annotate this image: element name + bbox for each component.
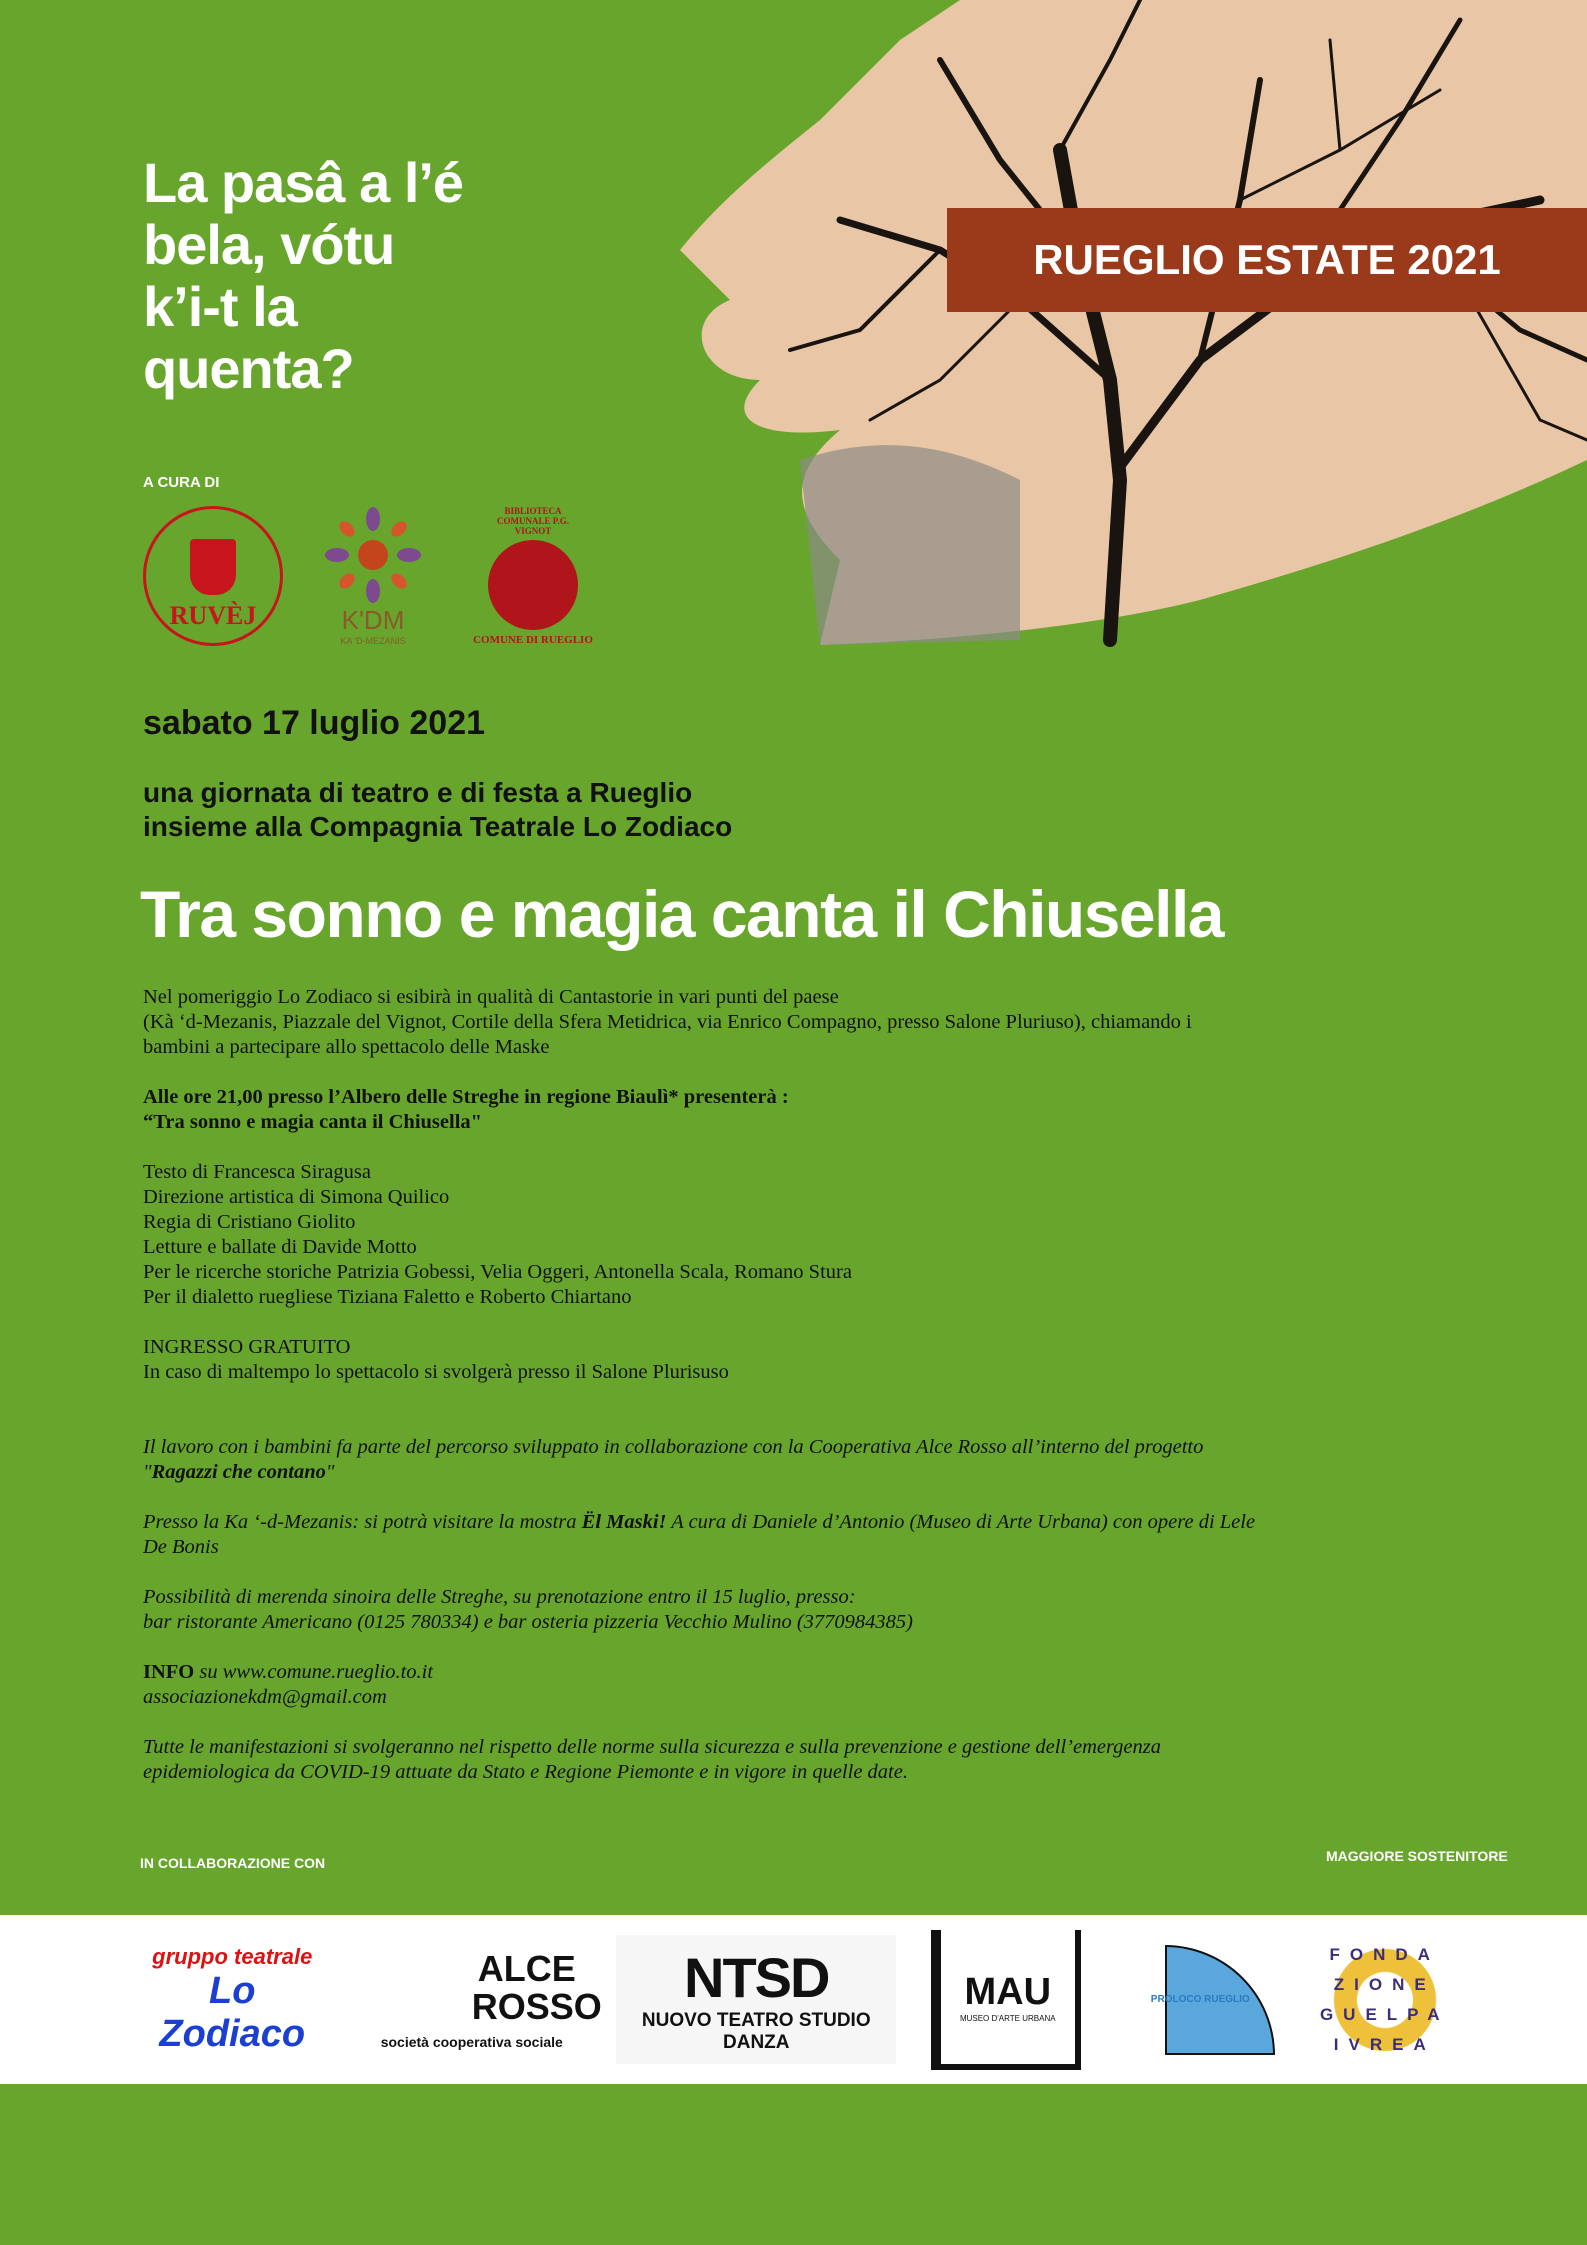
credits: [143, 1160, 1443, 1310]
text-line: Tutte le manifestazioni si svolgeranno nel rispetto delle norme sulla sicurezza e sulla prevenzione e gestione dell’emergenza: [143, 1736, 1162, 1758]
event-title: Tra sonno e magia canta il Chiusella: [140, 877, 1224, 951]
event-description: [143, 985, 1443, 1810]
logo-text: BIBLIOTECA COMUNALE P.G. VIGNOT: [497, 505, 569, 536]
fondazione-guelpa-logo: [1320, 1935, 1450, 2065]
credit-line: Regia di Cristiano Giolito: [143, 1211, 356, 1233]
text: A cura di Daniele d’Antonio (Museo di Arte Urbana) con opere di Lele: [666, 1511, 1256, 1533]
event-subtitle: [143, 776, 732, 844]
organizer-logos: [143, 505, 603, 646]
logo-text: ALCE ROSSO: [471, 1947, 602, 2027]
snack-paragraph: [143, 1585, 1443, 1635]
credit-line: Letture e ballate di Davide Motto: [143, 1236, 417, 1258]
text-line: bar ristorante Americano (0125 780334) e bar osteria pizzeria Vecchio Mulino (3770984385): [143, 1611, 914, 1633]
website-link[interactable]: su www.comune.rueglio.to.it: [194, 1661, 434, 1683]
biblioteca-logo: [463, 506, 603, 646]
info-paragraph: [143, 1660, 1443, 1710]
headline-line: k’i-t la: [143, 275, 297, 338]
banner-text: RUEGLIO ESTATE 2021: [1033, 236, 1501, 283]
credit-line: Per le ricerche storiche Patrizia Gobessi, Velia Oggeri, Antonella Scala, Romano Stura: [143, 1261, 852, 1283]
text-line: (Kà ‘d-Mezanis, Piazzale del Vignot, Cortile della Sfera Metidrica, via Enrico Compagno, presso Salone Pluriuso), chiamando i: [143, 1011, 1192, 1033]
kdm-logo: [313, 505, 433, 646]
flower-icon: [318, 505, 428, 605]
ntsd-logo: [616, 1935, 896, 2064]
subtitle-line: insieme alla Compagnia Teatrale Lo Zodiaco: [143, 811, 733, 842]
ruvej-logo: [143, 506, 283, 646]
logo-text: RUVÈJ: [169, 600, 257, 630]
logo-text: Lo Zodiaco: [159, 1969, 306, 2055]
text-line: Nel pomeriggio Lo Zodiaco si esibirà in qualità di Cantastorie in vari punti del paese: [143, 986, 839, 1008]
credit-line: Testo di Francesca Siragusa: [143, 1161, 371, 1183]
mau-logo: [931, 1930, 1081, 2070]
logo-text: società cooperativa sociale: [380, 2033, 563, 2050]
logo-text: PROLOCO RUEGLIO: [1150, 1994, 1250, 2005]
credit-line: Direzione artistica di Simona Quilico: [143, 1186, 450, 1208]
exhibition-paragraph: [143, 1510, 1443, 1560]
entry-info: [143, 1335, 1443, 1385]
text-line: bambini a partecipare allo spettacolo delle Maske: [143, 1036, 550, 1058]
partner-logos: [0, 1915, 1587, 2084]
text-line: De Bonis: [143, 1536, 219, 1558]
text-line: In caso di maltempo lo spettacolo si svolgerà presso il Salone Plurisuso: [143, 1361, 729, 1383]
text-line: INGRESSO GRATUITO: [143, 1336, 351, 1358]
exhibition-name: Ël Maski!: [581, 1511, 667, 1533]
headline: [143, 152, 463, 400]
text-line: “Tra sonno e magia canta il Chiusella": [143, 1111, 483, 1133]
project-name: Ragazzi che contano: [151, 1461, 326, 1483]
quote: ": [143, 1461, 152, 1483]
headline-line: La pasâ a l’é: [143, 151, 464, 214]
tree-photo: [640, 0, 1587, 650]
headline-line: bela, vótu: [143, 213, 395, 276]
logo-text: MAU: [964, 1970, 1052, 2013]
logo-text: KA 'D-MEZANIS: [340, 636, 406, 646]
logo-text: K'DM: [341, 605, 405, 635]
covid-paragraph: [143, 1735, 1443, 1785]
logo-text: NTSD: [684, 1946, 829, 2009]
curated-by-label: A CURA DI: [143, 474, 220, 491]
text-line: Il lavoro con i bambini fa parte del percorso sviluppato in collaborazione con la Cooperativa Alce Rosso all’interno del progetto: [143, 1436, 1204, 1458]
evening-paragraph: [143, 1085, 1443, 1135]
afternoon-paragraph: [143, 985, 1443, 1060]
event-banner: [947, 208, 1587, 312]
event-date: sabato 17 luglio 2021: [143, 704, 486, 742]
quote: ": [325, 1461, 335, 1483]
email-link[interactable]: associazionekdm@gmail.com: [143, 1686, 387, 1708]
info-label: INFO: [143, 1661, 195, 1683]
text-line: Possibilità di merenda sinoira delle Streghe, su prenotazione entro il 15 luglio, presso:: [143, 1586, 856, 1608]
lo-zodiaco-logo: [137, 1944, 327, 2056]
alce-rosso-logo: [362, 1947, 602, 2050]
subtitle-line: una giornata di teatro e di festa a Rueglio: [143, 777, 693, 808]
kids-paragraph: [143, 1435, 1443, 1485]
logo-text: NUOVO TEATRO STUDIO DANZA: [641, 2010, 871, 2053]
logo-text: FONDA ZIONE GUELPA IVREA: [1319, 1944, 1450, 2054]
logo-text: MUSEO D'ARTE URBANA: [959, 2013, 1056, 2023]
text: Presso la Ka ‘-d-Mezanis: si potrà visitare la mostra: [143, 1511, 582, 1533]
credit-line: Per il dialetto ruegliese Tiziana Faletto e Roberto Chiartano: [143, 1286, 632, 1308]
sponsor-label: MAGGIORE SOSTENITORE: [1326, 1848, 1508, 1864]
logo-text: COMUNE DI RUEGLIO: [473, 633, 593, 646]
text-line: Alle ore 21,00 presso l’Albero delle Streghe in regione Biaulì* presenterà :: [143, 1086, 789, 1108]
headline-line: quenta?: [143, 337, 354, 400]
collaboration-label: IN COLLABORAZIONE CON: [140, 1855, 326, 1871]
logo-text: gruppo teatrale: [152, 1943, 313, 1969]
text-line: epidemiologica da COVID-19 attuate da Stato e Regione Piemonte e in vigore in quelle date.: [143, 1761, 908, 1783]
proloco-logo: [1115, 1935, 1285, 2065]
